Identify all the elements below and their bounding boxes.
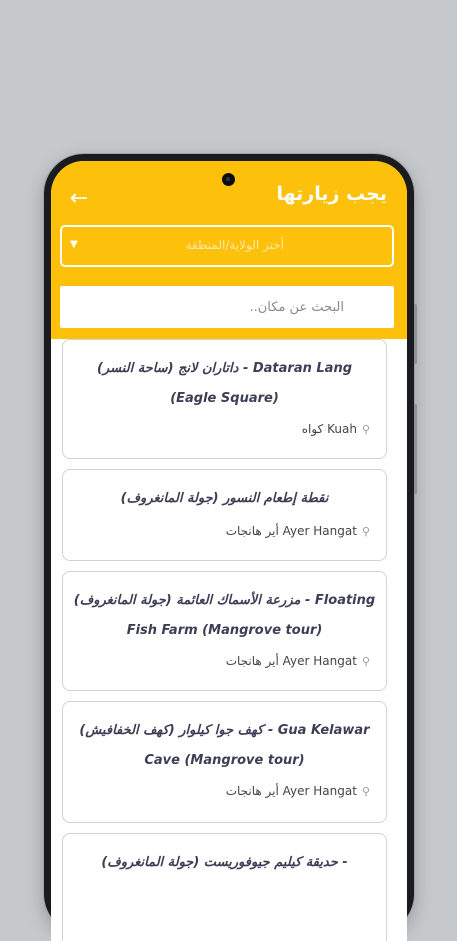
front-camera [222,173,235,186]
location-pin-icon: ⚲ [361,784,370,798]
place-name: نقطة إطعام النسور (جولة المانغروف) [120,491,329,506]
location-pin-icon: ⚲ [361,654,370,668]
place-location [226,784,370,798]
app-screen [51,161,407,941]
place-name: حديقة كيليم جيوفوريست (جولة المانغروف) - [101,855,348,870]
place-location-text: Ayer Hangat أير هانجات [225,654,357,668]
location-pin-icon: ⚲ [361,422,370,436]
back-arrow-icon[interactable]: ← [69,186,89,211]
location-pin-icon: ⚲ [361,524,370,538]
place-card-2[interactable] [62,469,387,561]
phone-frame [44,154,414,934]
header-bar [51,161,407,339]
place-name: داتاران لانج (ساحة النسر) - Dataran Lang (Eagle Square) [96,361,353,406]
state-select[interactable] [60,225,394,267]
search-input[interactable] [60,286,394,328]
place-name: كهف جوا كيلوار (كهف الخفافيش) - Gua Kelawar Cave (Mangrove tour) [79,723,370,768]
place-location-text: Kuah كواه [301,422,357,436]
page-title: يجب زيارتها [276,183,387,205]
power-button [414,404,417,494]
place-location-text: Ayer Hangat أير هانجات [225,784,357,798]
place-location [226,654,370,668]
place-card-5[interactable] [62,833,387,941]
place-card-1[interactable] [62,339,387,459]
dropdown-arrow-icon: ▼ [70,239,78,250]
volume-button [414,304,417,364]
place-card-4[interactable] [62,701,387,823]
place-location-text: Ayer Hangat أير هانجات [225,524,357,538]
place-card-3[interactable] [62,571,387,691]
place-name: مزرعة الأسماك العائمة (جولة المانغروف) - Floating Fish Farm (Mangrove tour) [73,593,376,638]
place-location [302,422,370,436]
place-location [226,524,370,538]
places-list [51,339,407,941]
state-select-placeholder: أختر الولاية/المنطقة [185,238,284,252]
